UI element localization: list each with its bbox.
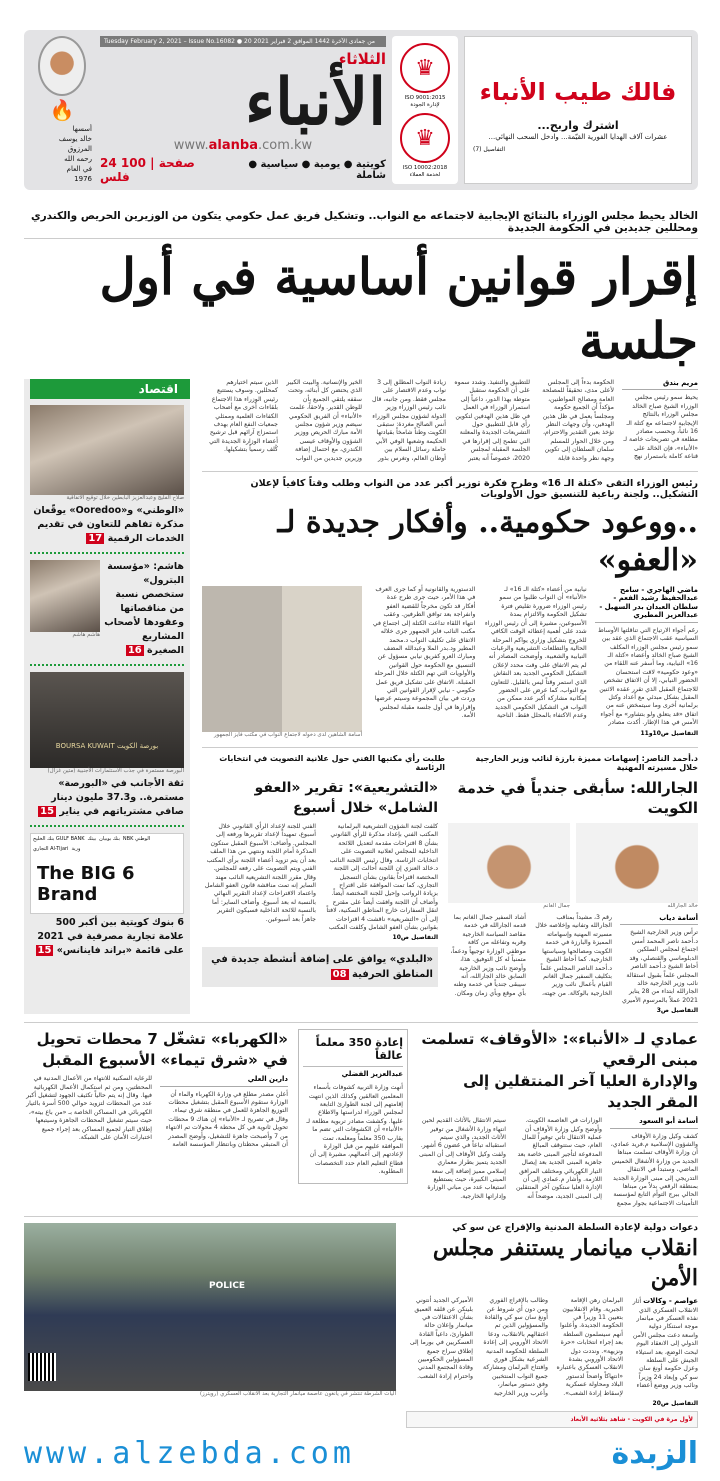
- photo-caption: أسامة الشاهين لدى دخوله لاجتماع النواب في مكتب فايز الجمهور: [214, 732, 362, 739]
- masthead: [24, 30, 698, 190]
- memorial-line: 1976: [74, 175, 92, 183]
- sidebar-story[interactable]: [30, 777, 184, 819]
- bank-logo: التجاري Al-Tijari: [33, 846, 69, 852]
- tashriiya-headline[interactable]: «التشريعية»: تقرير «العفو الشامل» خلال أسبوع: [254, 780, 438, 817]
- iso-label: ISO 9001:2015: [404, 95, 446, 101]
- url-part: alanba: [208, 138, 258, 153]
- logo-block: [100, 36, 386, 184]
- story-headline: هاشم: «مؤسسة البترول» ستخصص نسبة من مناقصاتها وعقودها لأصحاب المشاريع الصغيرة: [104, 561, 184, 656]
- bank-logo: وربة: [71, 846, 81, 852]
- portrait-photo: [30, 560, 100, 632]
- details-link[interactable]: التفاصيل ص10: [392, 934, 438, 942]
- ghanim-photo: [448, 823, 570, 903]
- baladi-teaser[interactable]: [202, 947, 438, 987]
- divider: [30, 664, 184, 666]
- details-link[interactable]: التفاصيل ص3: [656, 1007, 698, 1015]
- section-label: اقتصاد: [30, 379, 190, 399]
- iso-label: لخدمة العملاء: [409, 172, 441, 178]
- jarallah-article: [448, 914, 698, 1005]
- memorial-line: المرزوق: [67, 145, 92, 153]
- main-row: [24, 379, 698, 1014]
- flame-pen-icon: 🔥: [49, 98, 75, 122]
- bank-logos: [31, 834, 183, 855]
- article-body: رغم أجواء الارتياح التي تناقلتها الأوساط السياسية عقب الاجتماع الذي عقد بين سمو رئيس مجلس الوزراء المكلف الشيخ صباح الخالد وأعضاء «كتلة الـ 16» النيابية، وما أسفر عنه اللقاء من «وعود حكومية» لاقت استحسان الحضور النيابي، إلا أن الاتفاق تشخص للاجتماع المقبل الذي تقرر عقده الاثنين المقبل بشكل مبدئي مع أعداد وكتل برلمانية أخرى وما سيتمخض عنه من اتفاق «قد يتعلق ولو بتشاور» مع أجواء الأمس في هذا الإطار. أكدت مصادر نيابية من أعضاء «كتلة الـ 16» لـ «الأنباء» أن النواب طلبوا من سمو رئيس الوزراء ضرورة تقليص فترة تشكيل الحكومة والالتزام بمدة الأسبوعين، مشيرة إلى أن رئيس الوزراء شدد على أهمية إعطائه الوقت الكافي للخروج بتشكيل وزاري يواكم المرحلة الحالية والتطلعات التشريعية والرغبات النيابية والشعبية. وأوضحت المصادر أنه لم يتم الاتفاق على وقت محدد لإعلان التشكيل الحكومي الجديد بعد النقاش الذي استمر وقتاً ليس بالقليل. للتعاون مع النواب، كما عرض على الحضور إمكانية مشاركة أكبر عدد ممكن من النواب في التشكيل الحكومي الجديد وعدم الاكتفاء بالمحلل فقط. الناحية الدستورية والقانونية أو كما جرى العرف في هذا الأمر، حيث جرى طرح عدة أفكار قد تكون مخرجاً للقضية العفو وانفراجة بعد توافق الطرفين. وعقب انتهاء اللقاء تداعت الكتلة إلى اجتماع في مكتب النائب فايز الجمهور جرى خلاله الاتفاق على تكليف النواب د.محمد المطير ود.بدر الملا وعبدالله المضف ومبارك العرو كفريق نيابي مسؤول عن التنسيق مع الحكومة حول القوانين والأولويات التي تهم الكتلة خلال المرحلة المقبلة. الاتفاق على تشكيل فريق عمل حكومي - نيابي لإقرار القوانين التي وردت في بيان المجموعة وسيتم عرضها وإقرارها في أول جلسة مقبلة لمجلس الأمة.: [372, 586, 698, 727]
- watermark-row: [24, 1436, 698, 1471]
- weekday: الثلاثاء: [338, 50, 386, 68]
- second-text: [372, 586, 698, 739]
- tagline: كويتية ● يومية ● سياسية ● شاملة: [248, 159, 386, 181]
- iso-label: لإدارة الجودة: [410, 102, 440, 108]
- police-trucks-photo: [24, 1223, 396, 1391]
- tashriiya-story: [202, 778, 438, 1014]
- sidebar-story[interactable]: [30, 916, 184, 958]
- page-badge: 17: [88, 533, 103, 544]
- headline-line: عمادي لـ «الأنباء»: «الأوقاف» تسلمت مبنى الرقعي: [421, 1030, 698, 1070]
- memorial-line: أسسها: [72, 125, 92, 133]
- article-body: يحيط سمو رئيس مجلس الوزراء الشيخ صباح الخالد مجلس الوزراء بالنتائج الإيجابية لاجتماعه مع كتلة الـ 16 نائباً، وبحسب مصادر مطلعة في تصريحات خاصة لـ «الأنباء»، فإن الخالد على قناعة كاملة باستمرار نهج الحكومة بدءاً إلى المجلس لأعلى مدى، تحقيقاً للمصلحة العامة ومصالح المواطنين، مؤكداً أن الجميع حكومة ومجلساً يعمل في ظل هذين الهدفين، وأن وجهات النظر تؤخذ بعين التقدير والاحترام، ومن خلال الحوار للمسلم سلمان السلطان إلى تكوين وجهة نظر واحدة قابلة للتطبيق والتنفيذ. وشدد سموه على أن الحكومة ستقبل متوطة بهذا الدور، داعياً إلى استمرار الوزراء في العمل في ظل هذين الهدفين لتكوين رأي قابل للتطبيق حول التشريعات الجديدة والمعلنة التي تطمح إلى إقرارها في الجلسة المقبلة لمجلس 2020، خصوصاً أنه يعتبر زيادة النواب المطلق إلى 3 نواب وعدم الاقتصار على مجلس فقط. ومن جانبه، قال نائب رئيس الوزراء وزير الدولة لشؤون مجلس الوزراء أنس الصالح مغردة: ستبقى الكويت وطناً شامخاً بقيادتها الحكيمة وشعبها الوفي الأبي حاملة رسائل السلام بين أوطان العالم، وتغرس بذور الخير والإنسانية. والبيت الكبير الذي يحتضن كل أبنائه، وتحت سقفه يلتقي الجميع بأن للوطن القدير. ولاحقاً، علمت «الأنباء» أن الفريق الحكومي سيضم وزير شؤون مجلس الأمة مبارك الحريص ووزير الشؤون والأوقاف عيسى الكندري، مع احتمال إضافة وزيرين جديدين من النواب الذين سيتم اختيارهم كمحللين. وسوف يستتبع رئيس الوزراء هذا الاجتماع بلقاءات أخرى مع أصحاب الكفاءات العلمية وممثلي جمعيات النفع العام بهدف استمزاج آرائهم قبل ترشيح أعضاء الوزارة الجديدة التي كُلف رسمياً بتشكيلها.: [209, 379, 698, 462]
- 3d-ad[interactable]: لأول مرة في الكويت - شاهد بثلاثية الأبعاد: [406, 1411, 698, 1428]
- promo-line: عشرات آلاف الهدايا الفورية القيّمة... وادخل السحب النهائي...: [488, 133, 668, 141]
- page-count: 24 صفحة: [100, 156, 195, 170]
- myanmar-photo-block: [24, 1223, 396, 1428]
- photo-caption: خالد الجارالله: [667, 903, 698, 910]
- founder-portrait: [38, 36, 86, 96]
- myanmar-story: [406, 1223, 698, 1428]
- teaser-text: «البلدي» يوافق على إضافة أنشطة جديدة في المناطق الحرفية: [211, 954, 433, 981]
- photo-caption: آليات الشرطة تنتشر في يانغون عاصمة ميانمار التجارية بعد الانقلاب العسكري (رويترز): [199, 1391, 396, 1398]
- iso-certificates: [392, 36, 458, 184]
- newspaper-logo: الأنباء: [245, 65, 386, 140]
- page-badge: 16: [127, 645, 142, 656]
- dateline: Tuesday February 2, 2021 – Issue No.16082 ● 20 من جمادى الآخرة 1442 الموافق 2 فبراير 2021: [100, 36, 386, 47]
- founder-memorial: [32, 124, 92, 184]
- awqaf-story: [418, 1029, 698, 1208]
- story-headline: 6 بنوك كويتية بين أكبر 500 علامة تجارية مصرفية في 2021 على قائمة «براند فاينانس»: [37, 917, 184, 956]
- signing-photo: [30, 405, 184, 495]
- main-content: [202, 379, 698, 1014]
- memorial-line: رحمه الله: [64, 155, 92, 163]
- sidebar-story[interactable]: [104, 560, 184, 658]
- lead-headline[interactable]: إقرار قوانين أساسية في أول جلسة: [99, 247, 698, 370]
- big6-ad: [30, 833, 184, 914]
- website-url[interactable]: [100, 138, 386, 153]
- memorial-line: في العام: [66, 165, 92, 173]
- article-body: أعلن مصدر مطلع في وزارة الكهرباء والماء أن الوزارة ستقوم الأسبوع المقبل بتشغيل محطات التوزيع الجاهزة للعمل في منطقة شرق تيماء. وقال في تصريح لـ «الأنباء» إن هناك 9 محطات تحويل ثانوية في كل محطة 4 محولات تم الانتهاء من 7 وأصبحت جاهزة للتشغيل، وأوضح المصدر أن المتبقي محطتان وبانتظار المؤسسة العامة للرعاية السكنية للانتهاء من الأعمال المدنية في المحطتين، ومن ثم استكمال الأعمال الكهربائية فيها. وقال إنه يتم حالياً تكثيف الجهود لتشغيل أكبر عدد من المحطات لتزويد حوالي 500 أسرة بالتيار الكهربائي في المساكن الخاصة بـ «من باع بيته»، حيث سيتم تشغيل المحطات الجاهزة وسيتبعها إطلاق التيار لجميع المساكن بعد إجراء جميع اختبارات الأمان على الشبكة.: [26, 1075, 288, 1148]
- byline: أسامة دياب: [620, 914, 698, 925]
- article-body: كلفت لجنة الشؤون التشريعية البرلمانية المكتب الفني بإعداد مذكرة للرأي القانوني بشأن 8 اقتراحات مقدمة لتعديل اللائحة الداخلية للمجلس لعلانية التصويت على انتخابات الرئاسة. وقال رئيس اللجنة النائب د.خالد العنزي إن اللجنة أحالت إلى اللجنة المختصة اقتراحاً بقانون بشأن التسجيل التجاري، كما تمت الموافقة على اقتراح بزيادة الرواتب وإحيل للجنة المختصة أيضاً. وأضاف أن اللجنة وافقت أيضاً على مقترح لنقل السفارات خارج المناطق السكنية، لافتاً إلى أن «التشريعية» ناقشت 4 اقتراحات بقوانين بشأن العفو الشامل وكلفت المكتب الفني للجنة لإعداد الرأي القانوني خلال أسبوع، تمهيداً لإعداد تقريرها ورفعه إلى المجلس. وأضاف: الأسبوع المقبل ستكون المذكرة أمام اللجنة وننتهي من هذا الملف بعد أن يتم تزويد أعضاء اللجنة برأي المكتب الفني ويتم التصويت على رفعه للمجلس. وقال مقرر اللجنة التشريعية النائب مهند الساير إنه تمت مناقشة قانون العفو الشامل واعتماد الاقتراحات لإعداد التقرير النهائي بالنسبة له بعد أسبوع. وأضاف الساير: أما بالنسبة للائحة الداخلية فسيكون التقرير جاهزاً بعد أسبوعين.: [204, 823, 438, 931]
- second-kicker: رئيس الوزراء التقى «كتلة الـ 16» وطرح فكرة توزير أكبر عدد من النواب وطلب وقتاً كافياً لإعلان التشكيل.. ولجنة رباعية للتنسيق حول الأولويات: [250, 478, 698, 501]
- divider: [30, 825, 184, 827]
- lead-article: [202, 379, 698, 463]
- story-headline: ثقة الأجانب في «البورصة» مستمرة.. و37.3 مليون دينار صافي مشترياتهم في يناير: [51, 778, 184, 817]
- dateline: عواصم - وكالات: [643, 1297, 698, 1306]
- photo-caption: صلاح الفليج وعبدالعزيز البابطين خلال توقيع الاتفاقية: [66, 495, 184, 501]
- memorial-line: خالد يوسف: [58, 135, 92, 143]
- jarallah-story: [448, 778, 698, 1014]
- photo-caption: جمال الغانم: [543, 903, 570, 910]
- article-body: ترأس وزير الخارجية الشيخ د.أحمد ناصر المحمد أمس اجتماع لمجلس السلكين الدبلوماسي والقنصلي، وقد أحاط الشيخ د.أحمد الناصر المجلس علماً بقبول استقالة نائب وزير الخارجية خالد الجارالله ابتداء من 28 يناير 2021 عملاً بالمرسوم الأميري رقم 3، مشيداً بمناقب الجارالله وتفانيه وإخلاصه خلال مسيرته المهنية وإسهاماته المميزة والبارزة في خدمة الكويت ومصالحها وسياستها الخارجية. كما أحاط الشيخ د.أحمد الناصر المجلس علماً بتكليف السفير جمال الغانم القيام بأعمال نائب وزير الخارجية بالوكالة. من جهته، أشاد السفير جمال الغانم بما قدمه الجارالله في خدمة مقاصد السياسة الخارجية وقربه وتفاعله من كافة موظفي الوزارة توجيهاً ودعماً، متمنياً له كل التوفيق. هذا، وأوضح نائب وزير الخارجية السابق خالد الجارالله، أنه سيبقى جندياً في خدمة وطنه بأي موقع وبأي زمان ومكان.: [450, 914, 698, 1004]
- subhead-jarallah: د.أحمد الناصر: إسهامات مميزة بارزة لنائب وزير الخارجية خلال مسيرته المهنية: [475, 754, 698, 773]
- jarallah-headline[interactable]: الجارالله: سأبقى جندياً في خدمة الكويت: [457, 779, 698, 818]
- electricity-story: [24, 1029, 288, 1208]
- iso-label: ISO 10002:2018: [402, 165, 448, 171]
- page-badge: 08: [332, 969, 347, 981]
- crown-seal-icon: ♛: [400, 113, 450, 163]
- myanmar-kicker: دعوات دولية لإعادة السلطة المدنية والإفراج عن سو كي: [452, 1223, 698, 1234]
- url-part: www.: [173, 138, 209, 153]
- headline-line: في «شرق تيماء» الأسبوع المقبل: [42, 1051, 288, 1070]
- myanmar-article: [406, 1297, 698, 1398]
- story-headline: «الوطني» و«Ooredoo» يوقّعان مذكرة تفاهم للتعاون في تقديم الخدمات الرقمية: [33, 505, 184, 544]
- big6-title: The BIG 6 Brand: [37, 863, 135, 905]
- promo-line: اشترك واربح...: [537, 119, 619, 132]
- subheads-row: [202, 747, 698, 772]
- page-badge: 15: [40, 806, 55, 817]
- promo-title: فالك طيب الأنباء: [479, 78, 677, 106]
- watermark-url: www.alzebda.com: [24, 1436, 355, 1472]
- teachers-box: [298, 1029, 408, 1183]
- lead-kicker: الخالد يحيط مجلس الوزراء بالنتائج الإيجابية لاجتماعه مع النواب.. وتشكيل فريق عمل حكومي يتكون من الوزيرين الحريص والكندري ومحللين جديدين في الحكومة الجديدة: [24, 210, 698, 239]
- second-photo-block: [202, 586, 362, 739]
- headline-line: «الكهرباء» تشغّل 7 محطات تحويل: [36, 1030, 288, 1049]
- byline: عبدالعزيز الفضلي: [341, 1070, 403, 1079]
- headline-line: والإدارة العليا آخر المنتقلين إلى المقر الجديد: [463, 1072, 698, 1112]
- watermark-logo: الزبدة: [611, 1436, 698, 1472]
- tag-row: [100, 156, 386, 184]
- byline: مريم بندق: [622, 379, 698, 390]
- subhead-tashriiya: طلبت رأي مكتبها الفني حول علانية التصويت في انتخابات الرئاسة: [219, 754, 445, 773]
- bank-logo: بنك بوبيان: [99, 836, 120, 842]
- divider: [30, 552, 184, 554]
- tashriiya-article: [202, 823, 438, 932]
- bank-logo: بيتك: [87, 836, 97, 842]
- url-part: .com.kw: [257, 138, 313, 153]
- article-body: أنهت وزارة التربية كشوفات بأسماء المعلمين العالقين وكذلك الذين انتهت إقامتهم إلى لجنة الطوارئ التابعة لمجلس الوزراء لدراستها والاطلاع عليها. وكشفت مصادر تربوية مطلعة لـ «الأنباء» أن الكشوفات التي تضم ما يقارب 350 معلماً ومعلمة، تمت الموافقة عليهم من قبل الوزارة لإعادتهم إلى أعمالهم، مشيرة إلى أن قطاع التعليم العام حدد التخصصات المطلوبة.: [306, 1084, 403, 1176]
- photo-cell: [448, 823, 570, 910]
- awqaf-headline[interactable]: [418, 1029, 698, 1113]
- photo-cell: [576, 823, 698, 910]
- price-pages: 24 صفحة | 100 فلس: [100, 156, 195, 184]
- sidebar-story[interactable]: [30, 504, 184, 546]
- awqaf-article: [418, 1117, 698, 1208]
- details-link[interactable]: التفاصيل ص10و11: [640, 729, 698, 737]
- meeting-photo: [202, 586, 362, 732]
- crown-seal-icon: ♛: [400, 43, 450, 93]
- qr-code-icon[interactable]: [28, 1353, 56, 1381]
- economy-sidebar: [24, 379, 190, 1014]
- details-link[interactable]: التفاصيل ص20: [652, 1400, 698, 1408]
- page-badge: 15: [37, 945, 52, 956]
- police-sign: POLICE: [209, 1281, 246, 1292]
- second-story: [202, 471, 698, 739]
- second-body-row: [202, 586, 698, 739]
- electricity-article: [24, 1075, 288, 1149]
- second-headline[interactable]: ..ووعود حكومية.. وأفكار جديدة لـ «العفو»: [277, 505, 698, 579]
- bank-logo: بنك الخليج GULF BANK: [33, 836, 85, 842]
- photo-caption: البورصة مستمرة في جذب الاستثمارات الأجنبية (متين غزال): [47, 768, 184, 774]
- jarallah-photos: [448, 823, 698, 910]
- row-three: [24, 1022, 698, 1208]
- promo-ad[interactable]: [464, 36, 692, 184]
- byline: دارين العلي: [160, 1075, 288, 1086]
- myanmar-headline[interactable]: انقلاب ميانمار يستنفر مجلس الأمن: [432, 1235, 698, 1292]
- byline: ماضي الهاجري - سامح عبدالحفيظ رشيد الفعم - سلطان العبدان بدر السهيل - عبدالعزيز المطيري: [595, 586, 698, 623]
- teachers-headline[interactable]: إعادة 350 معلماً عالقاً: [303, 1036, 403, 1067]
- byline: أسامة أبو السعود: [610, 1117, 698, 1128]
- article-body: كشف وكيل وزارة الأوقاف والشؤون الإسلامية م.فريد عمادي، أن وزارة الأوقاف تسلمت مبناها الجديد من وزارة الأشغال الخميس الماضي، وستبدأ في الانتقال التدريجي إلى مبنى الوزارة الجديد بمنطقة الرقعي بدلاً من مبناها الحالي ببرج التوأم التابع لمؤسسة التأمينات الاجتماعية بجوار مجمع الوزارات في العاصمة الكويت. وأوضح وكيل وزارة الأوقاف أن عملية الانتقال تأتي توفيراً للمال العام، حيث ستتوقف المبالغ المدفوعة لتأجير المبنى خاصة بعد جاهزية المبنى الجديد بعد إيصال التيار الكهربائي ومختلف المرافق اللازمة. وأشار م.عمادي إلى أن الإدارة العليا ستكون آخر المنتقلين إلى المبنى الجديد، موضحاً أنه سيتم الانتقال بالأثاث القديم لحين انتهاء وزارة الأشغال من توفير الأثاث الجديد، والذي سيتم استقباله تباعاً في غضون 6 أشهر. ولفت وكيل الأوقاف إلى أن المبنى الجديد يتميز بطراز معماري إسلامي مميز إضافة إلى سعة المبنى الكبيرة، حيث يستطيع استيعاب عدد من مباني الوزارة وإداراتها الخارجية.: [419, 1117, 698, 1207]
- portrait-cell: [30, 560, 100, 658]
- price: 100 فلس: [100, 156, 146, 184]
- boursa-photo: بورصة الكويت BOURSA KUWAIT: [30, 672, 184, 768]
- bank-logo: NBK الوطني: [122, 836, 151, 842]
- promo-note: التفاصيل (7): [473, 146, 506, 153]
- founder-column: [30, 36, 94, 184]
- sidebar-story-row: [30, 560, 184, 658]
- jarallah-tashriiya-row: [202, 778, 698, 1014]
- jarallah-photo: [576, 823, 698, 903]
- article-body: أثار الانقلاب العسكري الذي نفذه العسكر في ميانمار موجة استنكار دولية واسعة دعت مجلس الأمن الدولي إلى الانعقاد اليوم لبحث الوضع، بعد استيلاء الجيش على السلطة وعزل حكومة أونغ سان سو كي وإبعاد 24 وزيراً ونائب وزير ووضع أعضاء البرلمان رهن الإقامة الجبرية. وقام الانقلابيون بتعيين 11 وزيراً في الحكومة الجديدة. وأعلنوا أنهم سيسلمون السلطة بعد إجراء انتخابات «حرة ونزيهة». ونددت دول الاتحاد الأوروبي بشدة الانقلاب العسكري باعتباره «انتهاكاً واضحاً لدستور البلاد ومحاولة عسكرية لإسقاط إرادة الشعب». وطالب بالإفراج الفوري ومن دون أي شروط عن أونغ سان سو كي والقادة والمسؤولين الذين تم اعتقالهم بالانقلاب، ودعا الاتحاد الأوروبي إلى إعادة السلطة للحكومة المدنية الشرعية بشكل فوري وافتتاح البرلمان ومشاركة جميع النواب المنتخبين وفق دستور ميانمار، وأعرب وزير الخارجية الأميركي الجديد أنتوني بلينكن عن قلقه العميق بشأن الاعتقالات في ميانمار وإعلان حالة الطوارئ، داعياً القادة العسكريين في بورما إلى إطلاق سراح جميع المسؤولين الحكوميين وقادة المجتمع المدني واحترام إرادة الشعب.: [409, 1297, 698, 1397]
- myanmar-row: [24, 1216, 698, 1428]
- second-article: [372, 586, 698, 728]
- photo-caption: هاشم هاشم: [72, 632, 100, 638]
- electricity-headline[interactable]: [24, 1029, 288, 1071]
